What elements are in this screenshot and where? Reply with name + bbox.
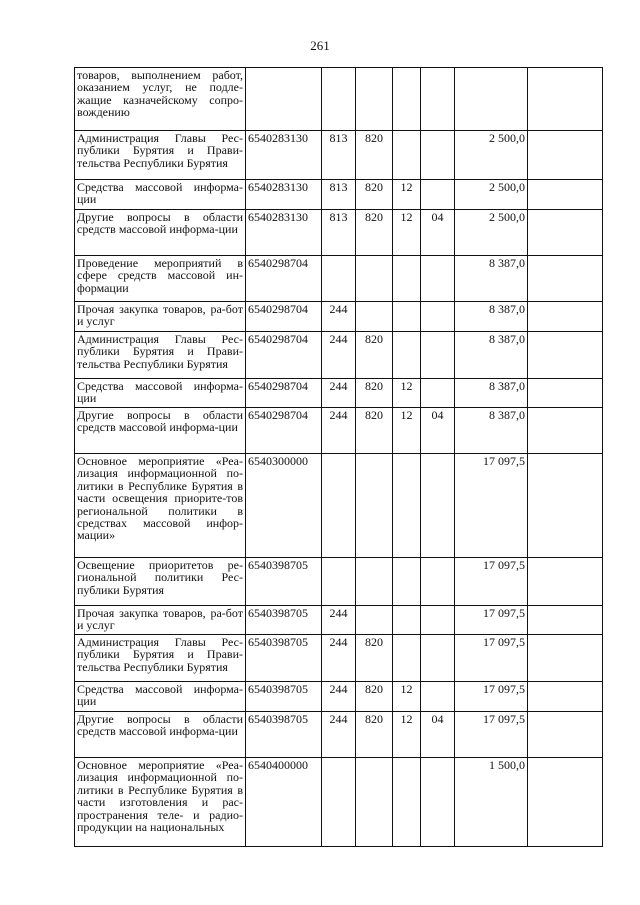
row-name-cell: Основное мероприятие «Реа-лизация информационной по-литики в Республике Бурятия в части изготовления и рас-пространения теле- и радио-продукции на национальных (75, 758, 246, 847)
extra-cell (528, 712, 603, 758)
target-code-cell (246, 68, 322, 131)
ministry-code-cell (356, 302, 393, 332)
target-code-cell: 6540398705 (246, 682, 322, 712)
subsection-cell (421, 558, 455, 606)
ministry-code-cell: 820 (356, 682, 393, 712)
ministry-code-cell: 820 (356, 712, 393, 758)
table-row (75, 408, 603, 454)
expense-type-cell: 813 (322, 180, 356, 210)
amount-cell: 17 097,5 (455, 712, 528, 758)
amount-cell: 17 097,5 (455, 454, 528, 558)
amount-cell: 17 097,5 (455, 558, 528, 606)
subsection-cell (421, 635, 455, 682)
extra-cell (528, 302, 603, 332)
target-code-cell: 6540398705 (246, 635, 322, 682)
extra-cell (528, 256, 603, 302)
amount-cell: 8 387,0 (455, 332, 528, 379)
row-name-cell: Средства массовой информа-ции (75, 682, 246, 712)
row-name-cell: товаров, выполнением работ, оказанием услуг, не подле-жащие казначейскому сопро-вождению (75, 68, 246, 131)
section-cell (393, 131, 421, 180)
amount-cell: 2 500,0 (455, 210, 528, 256)
subsection-cell (421, 180, 455, 210)
section-cell (393, 758, 421, 847)
table-row (75, 606, 603, 635)
section-cell (393, 256, 421, 302)
page-number: 261 (310, 38, 330, 53)
section-cell (393, 454, 421, 558)
amount-cell: 17 097,5 (455, 635, 528, 682)
amount-cell: 17 097,5 (455, 682, 528, 712)
subsection-cell (421, 454, 455, 558)
table-row (75, 758, 603, 847)
table-row (75, 68, 603, 131)
amount-cell: 8 387,0 (455, 256, 528, 302)
section-cell (393, 332, 421, 379)
subsection-cell (421, 332, 455, 379)
extra-cell (528, 682, 603, 712)
target-code-cell: 6540283130 (246, 131, 322, 180)
extra-cell (528, 180, 603, 210)
table-row (75, 131, 603, 180)
extra-cell (528, 606, 603, 635)
table-row (75, 635, 603, 682)
extra-cell (528, 408, 603, 454)
section-cell: 12 (393, 180, 421, 210)
target-code-cell: 6540283130 (246, 180, 322, 210)
ministry-code-cell (356, 606, 393, 635)
extra-cell (528, 68, 603, 131)
target-code-cell: 6540298704 (246, 302, 322, 332)
expense-type-cell (322, 454, 356, 558)
ministry-code-cell: 820 (356, 379, 393, 408)
amount-cell: 17 097,5 (455, 606, 528, 635)
expense-type-cell: 813 (322, 210, 356, 256)
subsection-cell (421, 758, 455, 847)
expense-type-cell (322, 758, 356, 847)
amount-cell: 2 500,0 (455, 131, 528, 180)
row-name-cell: Другие вопросы в области средств массовой информа-ции (75, 712, 246, 758)
section-cell: 12 (393, 682, 421, 712)
extra-cell (528, 379, 603, 408)
row-name-cell: Проведение мероприятий в сфере средств массовой ин-формации (75, 256, 246, 302)
row-name-cell: Средства массовой информа-ции (75, 379, 246, 408)
expense-type-cell: 244 (322, 606, 356, 635)
expense-type-cell: 244 (322, 332, 356, 379)
section-cell (393, 606, 421, 635)
row-name-cell: Другие вопросы в области средств массовой информа-ции (75, 210, 246, 256)
subsection-cell (421, 68, 455, 131)
expense-type-cell (322, 558, 356, 606)
ministry-code-cell: 820 (356, 408, 393, 454)
row-name-cell: Администрация Главы Рес-публики Бурятия и Прави-тельства Республики Бурятия (75, 332, 246, 379)
amount-cell: 2 500,0 (455, 180, 528, 210)
row-name-cell: Основное мероприятие «Реа-лизация информационной по-литики в Республике Бурятия в части освещения приорите-тов региональной политики в средствах массовой инфор-мации» (75, 454, 246, 558)
ministry-code-cell: 820 (356, 180, 393, 210)
subsection-cell: 04 (421, 712, 455, 758)
table-row (75, 180, 603, 210)
table-row (75, 454, 603, 558)
expense-type-cell: 244 (322, 635, 356, 682)
expense-type-cell: 244 (322, 302, 356, 332)
target-code-cell: 6540298704 (246, 256, 322, 302)
row-name-cell: Администрация Главы Рес-публики Бурятия и Прави-тельства Республики Бурятия (75, 131, 246, 180)
extra-cell (528, 332, 603, 379)
section-cell: 12 (393, 379, 421, 408)
section-cell (393, 68, 421, 131)
extra-cell (528, 131, 603, 180)
subsection-cell (421, 131, 455, 180)
row-name-cell: Прочая закупка товаров, ра-бот и услуг (75, 606, 246, 635)
target-code-cell: 6540398705 (246, 712, 322, 758)
subsection-cell (421, 256, 455, 302)
amount-cell: 8 387,0 (455, 408, 528, 454)
subsection-cell (421, 682, 455, 712)
expense-type-cell: 813 (322, 131, 356, 180)
table-row (75, 302, 603, 332)
row-name-cell: Освещение приоритетов ре-гиональной политики Рес-публики Бурятия (75, 558, 246, 606)
ministry-code-cell (356, 454, 393, 558)
expense-type-cell: 244 (322, 712, 356, 758)
subsection-cell: 04 (421, 210, 455, 256)
table-row (75, 256, 603, 302)
expense-type-cell: 244 (322, 682, 356, 712)
extra-cell (528, 210, 603, 256)
target-code-cell: 6540398705 (246, 558, 322, 606)
expense-type-cell: 244 (322, 379, 356, 408)
ministry-code-cell (356, 68, 393, 131)
ministry-code-cell (356, 758, 393, 847)
extra-cell (528, 635, 603, 682)
budget-table (74, 67, 603, 847)
target-code-cell: 6540283130 (246, 210, 322, 256)
target-code-cell: 6540400000 (246, 758, 322, 847)
table-row (75, 558, 603, 606)
subsection-cell: 04 (421, 408, 455, 454)
ministry-code-cell: 820 (356, 131, 393, 180)
target-code-cell: 6540298704 (246, 379, 322, 408)
table-row (75, 379, 603, 408)
ministry-code-cell: 820 (356, 210, 393, 256)
table-row (75, 682, 603, 712)
target-code-cell: 6540298704 (246, 332, 322, 379)
section-cell: 12 (393, 712, 421, 758)
subsection-cell (421, 302, 455, 332)
extra-cell (528, 558, 603, 606)
target-code-cell: 6540398705 (246, 606, 322, 635)
amount-cell (455, 68, 528, 131)
section-cell: 12 (393, 210, 421, 256)
amount-cell: 1 500,0 (455, 758, 528, 847)
ministry-code-cell (356, 558, 393, 606)
section-cell (393, 558, 421, 606)
table-row (75, 210, 603, 256)
extra-cell (528, 454, 603, 558)
section-cell (393, 635, 421, 682)
table-row (75, 332, 603, 379)
amount-cell: 8 387,0 (455, 302, 528, 332)
ministry-code-cell: 820 (356, 635, 393, 682)
row-name-cell: Администрация Главы Рес-публики Бурятия и Прави-тельства Республики Бурятия (75, 635, 246, 682)
subsection-cell (421, 606, 455, 635)
row-name-cell: Прочая закупка товаров, ра-бот и услуг (75, 302, 246, 332)
expense-type-cell (322, 68, 356, 131)
table-row (75, 712, 603, 758)
expense-type-cell: 244 (322, 408, 356, 454)
target-code-cell: 6540300000 (246, 454, 322, 558)
expense-type-cell (322, 256, 356, 302)
ministry-code-cell (356, 256, 393, 302)
amount-cell: 8 387,0 (455, 379, 528, 408)
ministry-code-cell: 820 (356, 332, 393, 379)
subsection-cell (421, 379, 455, 408)
row-name-cell: Средства массовой информа-ции (75, 180, 246, 210)
extra-cell (528, 758, 603, 847)
section-cell (393, 302, 421, 332)
row-name-cell: Другие вопросы в области средств массовой информа-ции (75, 408, 246, 454)
target-code-cell: 6540298704 (246, 408, 322, 454)
section-cell: 12 (393, 408, 421, 454)
